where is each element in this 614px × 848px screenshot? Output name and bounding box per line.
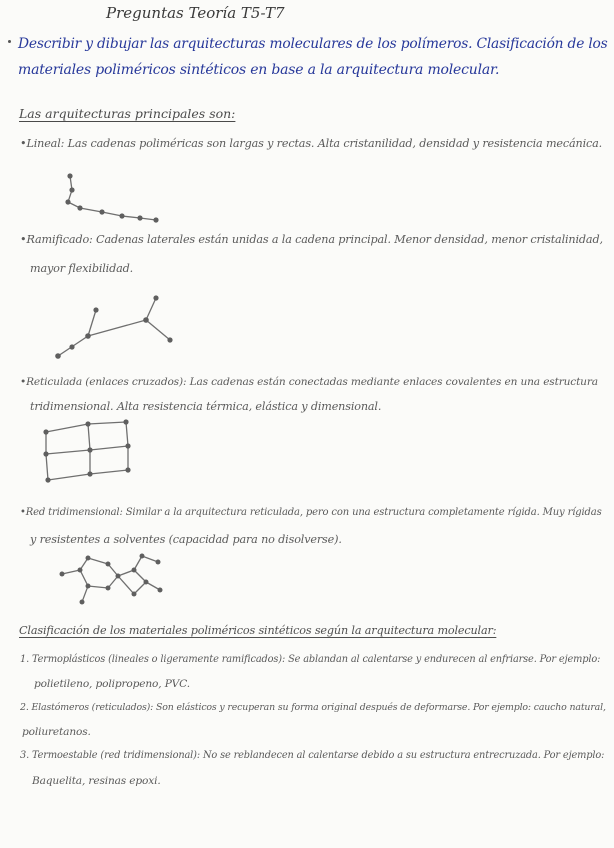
question-line-2: materiales poliméricos sintéticos en base a la arquitectura molecular. (18, 62, 500, 78)
question-line-1: Describir y dibujar las arquitecturas moleculares de los polímeros. Clasificación de los (18, 36, 608, 52)
crosslinked-polymer-diagram (40, 418, 140, 490)
section-heading-classification: Clasificación de los materiales poliméricos sintéticos según la arquitectura molecular: (19, 624, 497, 637)
item-3d-network-line-1: •Red tridimensional: Similar a la arquitectura reticulada, pero con una estructura completamente rígida. Muy rígidas (20, 507, 602, 518)
bullet-mark (8, 40, 11, 43)
item-branched-line-1: •Ramificado: Cadenas laterales están unidas a la cadena principal. Menor densidad, menor cristalinidad, (20, 233, 603, 246)
item-3d-network-line-2: y resistentes a solventes (capacidad para no disolverse). (30, 533, 342, 546)
linear-polymer-diagram (60, 168, 180, 228)
item-branched-line-2: mayor flexibilidad. (30, 262, 134, 275)
item-thermoplastics-line-1: 1. Termoplásticos (lineales o ligeramente ramificados): Se ablandan al calentarse y endurecen al enfriarse. Por ejemplo: (20, 654, 601, 665)
item-thermosets-line-1: 3. Termoestable (red tridimensional): No se reblandecen al calentarse debido a su estructura entrecruzada. Por ejemplo: (20, 750, 605, 761)
item-linear-line-1: •Lineal: Las cadenas poliméricas son largas y rectas. Alta cristanilidad, densidad y resistencia mecánica. (20, 137, 603, 150)
item-elastomers-line-1: 2. Elastómeros (reticulados): Son elásticos y recuperan su forma original después de deformarse. Por ejemplo: caucho natural, (20, 702, 606, 713)
item-thermosets-line-2: Baquelita, resinas epoxi. (32, 775, 161, 787)
page-title: Preguntas Teoría T5-T7 (106, 4, 285, 22)
item-crosslinked-line-2: tridimensional. Alta resistencia térmica, elástica y dimensional. (30, 400, 382, 413)
item-crosslinked-line-1: •Reticulada (enlaces cruzados): Las cadenas están conectadas mediante enlaces covalentes en una estructura (20, 376, 598, 388)
branched-polymer-diagram (50, 290, 190, 370)
section-heading-architectures: Las arquitecturas principales son: (19, 106, 236, 121)
item-elastomers-line-2: poliuretanos. (22, 726, 91, 738)
item-thermoplastics-line-2: polietileno, polipropeno, PVC. (34, 678, 190, 690)
3d-network-polymer-diagram (58, 548, 178, 610)
